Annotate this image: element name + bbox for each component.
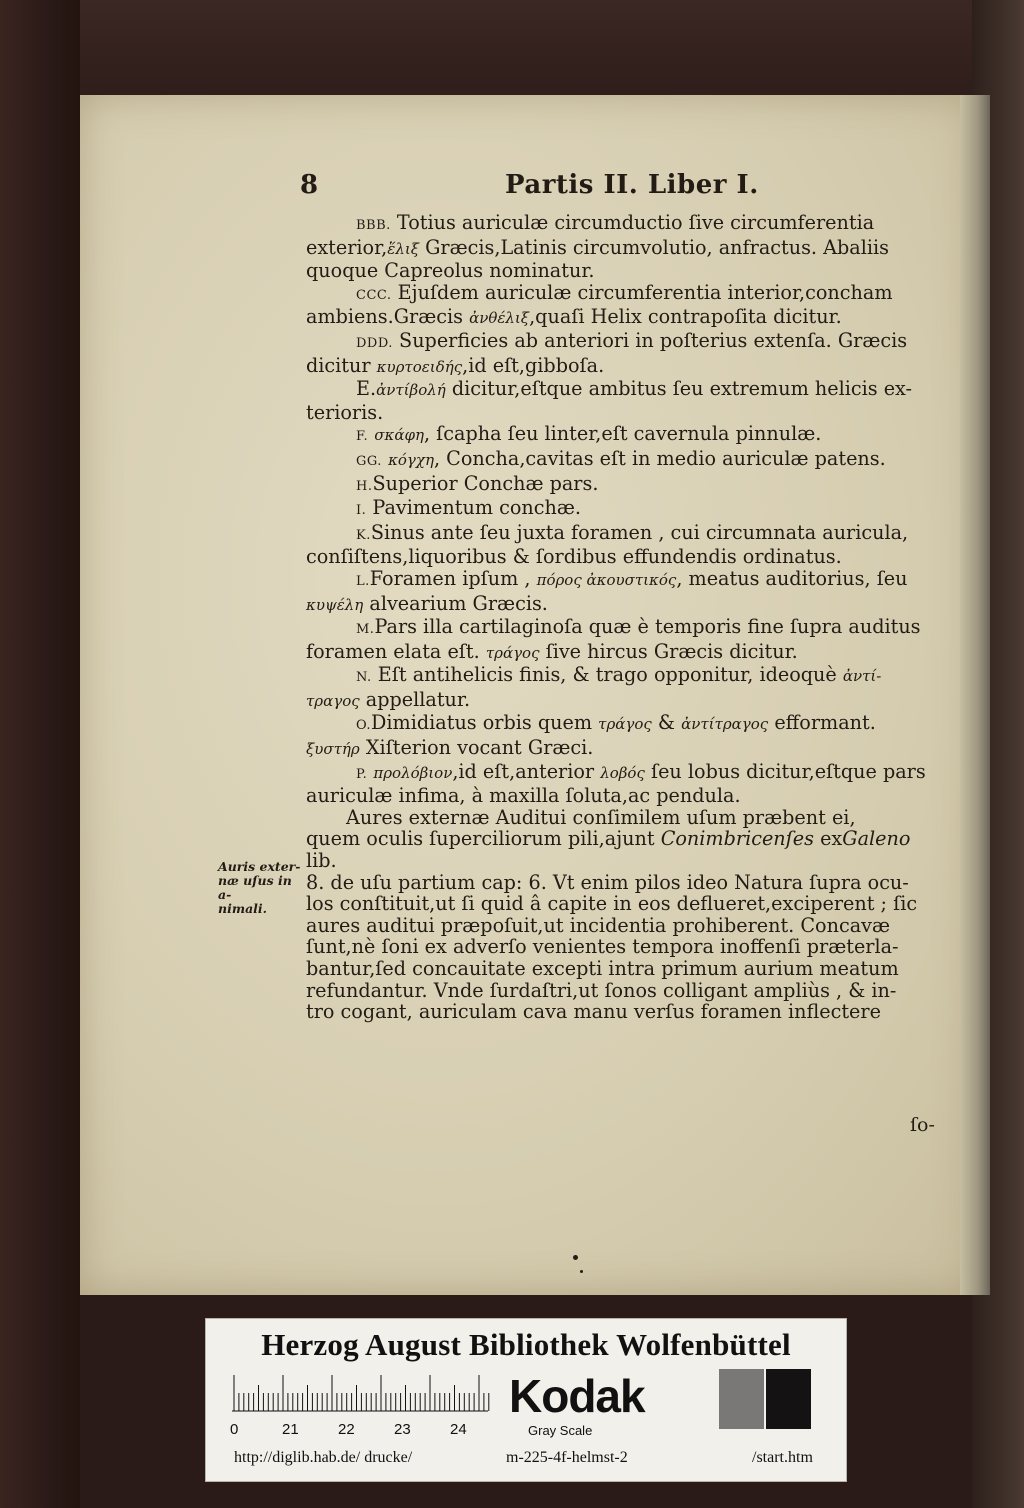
gray-scale-label: Gray Scale xyxy=(528,1423,593,1438)
text-line: ſunt,nè ſoni ex adverſo venientes tempora inoffenſi præterla- xyxy=(306,935,899,959)
entry-e: E.ἀντίβολή dicitur,eſtque ambitus ſeu extremum helicis ex- xyxy=(356,377,913,401)
text-line: foramen elata eſt. τράγος ſive hircus Græcis dicitur. xyxy=(306,639,798,663)
text-line: dicitur κυρτοειδής,id eſt,gibboſa. xyxy=(306,353,605,377)
left-scan-border xyxy=(0,0,80,1508)
entry-p: P. προλόβιον,id eſt,anterior λοβός ſeu lobus dicitur,eſtque pars xyxy=(356,759,926,783)
black-swatch xyxy=(766,1369,811,1429)
entry-bbb: BBB. Totius auriculæ circumductio ſive circumferentia xyxy=(356,211,875,234)
ink-dot xyxy=(580,1270,583,1273)
ruler-label: 22 xyxy=(338,1421,355,1438)
entry-h: H.Superior Conchæ pars. xyxy=(356,471,599,495)
running-title: Partis II. Liber I. xyxy=(505,170,759,200)
card-start-link: /start.htm xyxy=(752,1449,813,1466)
entry-ccc: CCC. Ejuſdem auriculæ circumferentia interior,concham xyxy=(356,280,893,304)
text-line: aures auditui præpoſuit,ut incidentia prohiberent. Concavæ xyxy=(306,913,891,937)
entry-gg: GG. κόγχη, Concha,cavitas eſt in medio auriculæ patens. xyxy=(356,446,886,470)
text-line: bantur,ſed concauitate excepti intra primum aurium meatum xyxy=(306,957,899,980)
ruler-label: 23 xyxy=(394,1421,411,1438)
text-line: exterior,ἕλιξ Græcis,Latinis circumvolutio, anfractus. Abaliis xyxy=(306,235,889,259)
kodak-logo: Kodak xyxy=(509,1370,645,1422)
text-line: quoque Capreolus nominatur. xyxy=(306,259,595,283)
card-url: http://diglib.hab.de/ drucke/ xyxy=(234,1449,413,1466)
ruler-label: 24 xyxy=(450,1421,467,1438)
entry-f: F. σκάφη, ſcapha ſeu linter,eſt cavernula pinnulæ. xyxy=(356,422,822,446)
library-name: Herzog August Bibliothek Wolfenbüttel xyxy=(261,1327,791,1362)
ink-dot xyxy=(573,1255,578,1260)
text-line: 8. de uſu partium cap: 6. Vt enim pilos ideo Natura ſupra ocu- xyxy=(306,870,909,894)
text-line: tro cogant, auriculam cava manu verſus foramen inflectere xyxy=(306,1000,881,1024)
measurement-ruler xyxy=(230,1371,490,1419)
text-line: auriculæ infima, à maxilla ſoluta,ac pendula. xyxy=(306,784,741,808)
ruler-labels xyxy=(230,1421,490,1439)
entry-m: M.Pars illa cartilaginoſa quæ è temporis fine ſupra auditus xyxy=(356,615,921,639)
ruler-label: 21 xyxy=(282,1421,299,1438)
text-line: los conſtituit,ut ſi quid â capite in eos deflueret,exciperent ; ſic xyxy=(306,892,918,916)
text-line: τραγος appellatur. xyxy=(306,687,471,711)
card-shelfmark: m-225-4f-helmst-2 xyxy=(506,1449,628,1466)
entry-l: L.Foramen ipſum , πόρος ἀκουστικός, meatus auditorius, ſeu xyxy=(356,566,908,590)
body-text xyxy=(306,212,946,1023)
text-line: κυψέλη alvearium Græcis. xyxy=(306,591,548,615)
entry-n: N. Eſt antihelicis finis, & trago opponitur, ideoquè ἀντί- xyxy=(356,663,882,687)
text-line: ambiens.Græcis ἀνθέλιξ,quaſi Helix contrapoſita dicitur. xyxy=(306,305,842,329)
entry-i: I. Pavimentum conchæ. xyxy=(356,496,582,520)
entry-o: O.Dimidiatus orbis quem τράγος & ἀντίτραγος efformant. xyxy=(356,711,876,735)
top-scan-border xyxy=(0,0,1024,100)
text-line: conſiſtens,liquoribus & ſordibus effundendis ordinatus. xyxy=(306,545,842,569)
text-line: refundantur. Vnde ſurdaſtri,ut ſonos colligant ampliùs , & in- xyxy=(306,978,897,1002)
catchword: ſo- xyxy=(910,1114,935,1136)
gray-swatch xyxy=(719,1369,764,1429)
page-gutter xyxy=(960,95,990,1295)
ruler-label: 0 xyxy=(230,1421,239,1438)
entry-ddd: DDD. Superficies ab anteriori in poſterius extenſa. Græcis xyxy=(356,328,908,352)
text-line: terioris. xyxy=(306,400,384,424)
calibration-card xyxy=(205,1318,847,1482)
page-number: 8 xyxy=(300,170,319,200)
margin-note: Auris exter- næ uſus in a- nimali. xyxy=(218,859,301,916)
text-line: quem oculis ſuperciliorum pili,ajunt Conimbricenſes exGaleno lib. xyxy=(306,827,911,873)
paragraph-start: Aures externæ Auditui conſimilem uſum præbent ei, xyxy=(346,805,856,829)
page-header xyxy=(300,170,780,210)
entry-k: K.Sinus ante ſeu juxta foramen , cui circumnata auricula, xyxy=(356,520,909,544)
text-line: ξυστήρ Xiſterion vocant Græci. xyxy=(306,736,594,760)
